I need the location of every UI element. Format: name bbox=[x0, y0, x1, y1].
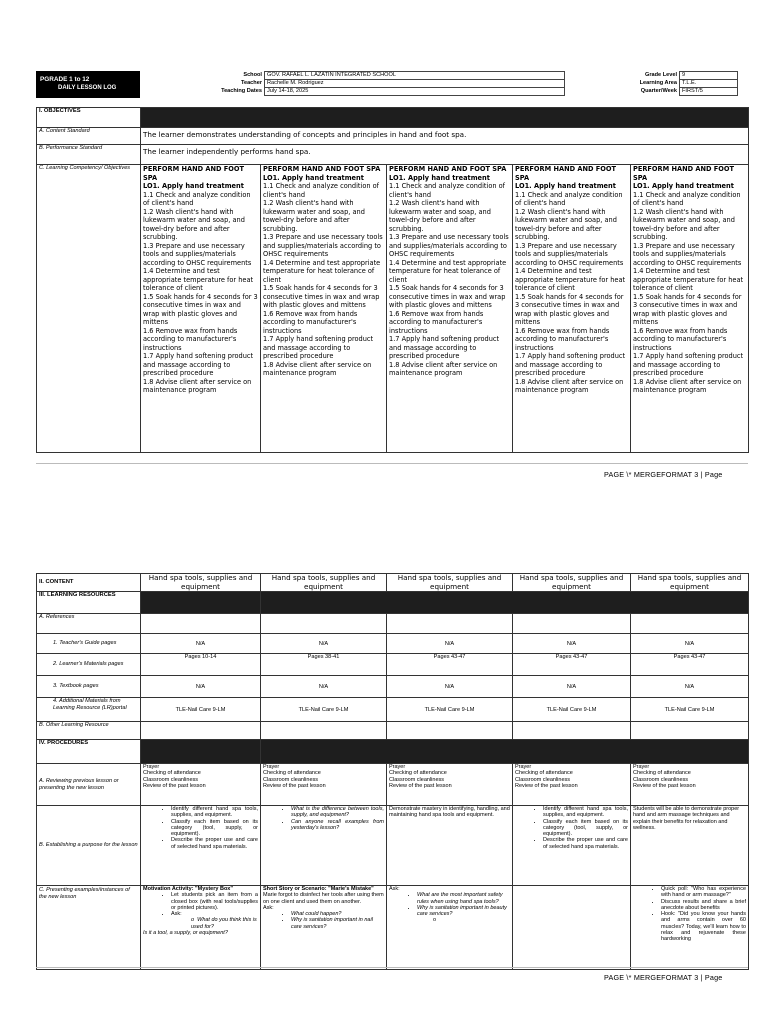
learning-resources-heading: III. LEARNING RESOURCES bbox=[37, 592, 141, 614]
learning-area-value: T.L.E. bbox=[680, 80, 738, 88]
competency-item: 1.4 Determine and test appropriate temperature for heat tolerance of client bbox=[389, 258, 507, 284]
procedures-bar-1 bbox=[141, 740, 261, 764]
review-line: Checking of attendance bbox=[389, 770, 447, 777]
competency-item: 1.8 Advise client after service on maintenance program bbox=[143, 377, 252, 394]
objectives-table bbox=[36, 107, 749, 453]
resources-bar-2 bbox=[261, 592, 749, 614]
page-footer-2: PAGE \* MERGEFORMAT 3 | Page bbox=[604, 973, 723, 982]
competency-label: C. Learning Competency/ Objectives bbox=[37, 165, 141, 453]
presenting-text: Marie forgot to disinfect her tools after using them on one client and used them on another. bbox=[263, 892, 384, 905]
quarter-week-label: Quarter/Week bbox=[640, 87, 677, 94]
review-line: Classroom cleanliness bbox=[263, 776, 319, 783]
teacher-value: Rachelle M. Rodriguez bbox=[265, 80, 565, 88]
competency-item: 1.3 Prepare and use necessary tools and supplies/materials according to OHSC requirements bbox=[633, 241, 742, 267]
learning-area-label: Learning Area bbox=[639, 79, 677, 86]
teachers-guide-day-4: N/A bbox=[513, 634, 631, 654]
competency-item: 1.6 Remove wax from hands according to manufacturer's instructions bbox=[389, 309, 484, 335]
competency-item: 1.3 Prepare and use necessary tools and supplies/materials according to OHSC requirements bbox=[515, 241, 624, 267]
additional-materials-day-3: TLE-Nail Care 9-LM bbox=[387, 698, 513, 722]
competency-lo: LO1. Apply hand treatment bbox=[143, 182, 244, 190]
competency-item: 1.1 Check and analyze condition of client's hand bbox=[515, 190, 623, 207]
review-line: Classroom cleanliness bbox=[633, 776, 689, 783]
resources-bar-1 bbox=[141, 592, 261, 614]
competency-title: PERFORM HAND AND FOOT SPA bbox=[143, 165, 244, 182]
presenting-item: • Let students pick an item from a closed box (with real tools/supplies or printed pictures). bbox=[171, 892, 258, 911]
presenting-day-2 bbox=[261, 886, 387, 970]
competency-item: 1.8 Advise client after service on maintenance program bbox=[389, 360, 498, 377]
competency-lo: LO1. Apply hand treatment bbox=[389, 173, 490, 182]
learners-materials-day-4: Pages 43-47 bbox=[513, 654, 631, 676]
competency-lo: LO1. Apply hand treatment bbox=[515, 182, 616, 190]
objectives-heading: I. OBJECTIVES bbox=[37, 108, 141, 128]
purpose-day-4 bbox=[513, 806, 631, 886]
review-day-1 bbox=[141, 764, 261, 806]
presenting-day-3 bbox=[387, 886, 513, 970]
presenting-subitem-text: What do you think this is used for? bbox=[191, 917, 257, 930]
grade-level-value: 9 bbox=[680, 72, 738, 80]
competency-item: 1.8 Advise client after service on maintenance program bbox=[515, 377, 624, 394]
content-day-2: Hand spa tools, supplies and equipment bbox=[261, 574, 387, 592]
competency-day-1 bbox=[141, 165, 261, 453]
review-day-5 bbox=[631, 764, 749, 806]
competency-day-4 bbox=[513, 165, 631, 453]
teaching-dates-value: July 14-18, 2025 bbox=[265, 88, 565, 96]
page-divider-2 bbox=[36, 967, 748, 968]
teacher-label: Teacher bbox=[240, 79, 262, 86]
presenting-item: • Why is sanitation important in beauty care services? bbox=[417, 905, 510, 918]
school-value: GOV. RAFAEL L. LAZATIN INTEGRATED SCHOOL bbox=[265, 72, 565, 80]
competency-item: 1.1 Check and analyze condition of client's hand bbox=[263, 182, 380, 199]
competency-item: 1.2 Wash client's hand with lukewarm water and soap, and towel-dry before and after scrubbing. bbox=[143, 207, 245, 241]
review-line: Review of the past lesson bbox=[389, 782, 452, 789]
textbook-day-3: N/A bbox=[387, 676, 513, 698]
competency-item: 1.7 Apply hand softening product and massage according to prescribed procedure bbox=[633, 352, 744, 377]
competency-item: 1.4 Determine and test appropriate temperature for heat tolerance of client bbox=[633, 267, 744, 292]
presenting-title: Short Story or Scenario: "Marie's Mistake" bbox=[263, 886, 374, 892]
competency-item: 1.4 Determine and test appropriate temperature for heat tolerance of client bbox=[263, 258, 381, 284]
competency-title: PERFORM HAND AND FOOT SPA bbox=[515, 165, 616, 182]
page-footer: PAGE \* MERGEFORMAT 3 | Page bbox=[604, 470, 723, 479]
review-line: Prayer bbox=[143, 764, 160, 770]
teachers-guide-day-5: N/A bbox=[631, 634, 749, 654]
presenting-tail: Is it a tool, a supply, or equipment? bbox=[143, 930, 228, 937]
presenting-day-1 bbox=[141, 886, 261, 970]
competency-day-5 bbox=[631, 165, 749, 453]
competency-item: 1.2 Wash client's hand with lukewarm water and soap, and towel-dry before and after scrubbing. bbox=[515, 207, 617, 241]
learners-materials-day-2: Pages 38-41 bbox=[261, 654, 387, 676]
review-label: A. Reviewing previous lesson or presenting the new lesson bbox=[37, 764, 141, 806]
review-line: Review of the past lesson bbox=[263, 782, 326, 789]
competency-item: 1.5 Soak hands for 4 seconds for 3 consecutive times in wax and wrap with plastic gloves and mittens bbox=[389, 284, 506, 309]
teachers-guide-label: 1. Teacher's Guide pages bbox=[37, 634, 141, 654]
quarter-week-value: FIRST/5 bbox=[680, 88, 738, 96]
review-line: Prayer bbox=[515, 764, 532, 770]
performance-standard-text: The learner independently performs hand spa. bbox=[141, 145, 749, 165]
presenting-subitem bbox=[143, 917, 258, 930]
purpose-item: • Identify different hand spa tools, supplies, and equipment. bbox=[543, 806, 628, 819]
content-day-5: Hand spa tools, supplies and equipment bbox=[631, 574, 749, 592]
competency-item: 1.7 Apply hand softening product and massage according to prescribed procedure bbox=[263, 335, 374, 360]
presenting-title: Motivation Activity: "Mystery Box" bbox=[143, 886, 233, 892]
school-label: School bbox=[243, 71, 262, 78]
competency-lo: LO1. Apply hand treatment bbox=[633, 182, 734, 190]
purpose-item: • Classify each item based on its category (tool, supply, or equipment). bbox=[543, 819, 628, 838]
additional-materials-day-2: TLE-Nail Care 9-LM bbox=[261, 698, 387, 722]
grade-title: PGRADE 1 to 12 bbox=[40, 76, 90, 83]
review-line: Checking of attendance bbox=[143, 770, 201, 777]
review-line: Prayer bbox=[263, 764, 280, 770]
teachers-guide-day-1: N/A bbox=[141, 634, 261, 654]
competency-day-2 bbox=[261, 165, 387, 453]
review-day-4 bbox=[513, 764, 631, 806]
review-line: Classroom cleanliness bbox=[515, 776, 571, 783]
presenting-day-4 bbox=[513, 886, 631, 970]
purpose-item: • Describe the proper use and care of selected hand spa materials. bbox=[171, 837, 258, 850]
presenting-ask: Ask: bbox=[389, 886, 400, 892]
performance-standard-label: B. Performance Standard bbox=[37, 145, 141, 165]
competency-item: 1.6 Remove wax from hands according to manufacturer's instructions bbox=[515, 326, 610, 352]
teachers-guide-day-2: N/A bbox=[261, 634, 387, 654]
content-day-1: Hand spa tools, supplies and equipment bbox=[141, 574, 261, 592]
review-day-2 bbox=[261, 764, 387, 806]
purpose-day-5: Students will be able to demonstrate proper hand and arm massage techniques and explain their benefits for relaxation and wellness. bbox=[631, 806, 749, 886]
content-standard-text: The learner demonstrates understanding of concepts and principles in hand and foot spa. bbox=[141, 128, 749, 145]
additional-materials-day-4: TLE-Nail Care 9-LM bbox=[513, 698, 631, 722]
learners-materials-day-1: Pages 10-14 bbox=[141, 654, 261, 676]
review-line: Review of the past lesson bbox=[633, 782, 696, 789]
header-table bbox=[140, 71, 738, 96]
textbook-day-4: N/A bbox=[513, 676, 631, 698]
competency-item: 1.5 Soak hands for 4 seconds for 3 consecutive times in wax and wrap with plastic gloves and mittens bbox=[263, 284, 380, 309]
review-line: Prayer bbox=[633, 764, 650, 770]
purpose-day-2 bbox=[261, 806, 387, 886]
teaching-dates-label: Teaching Dates bbox=[221, 87, 262, 94]
competency-item: 1.7 Apply hand softening product and massage according to prescribed procedure bbox=[515, 352, 626, 377]
presenting-item: • What could happen? bbox=[291, 911, 384, 917]
purpose-label: B. Establishing a purpose for the lesson bbox=[37, 806, 141, 886]
review-line: Checking of attendance bbox=[515, 770, 573, 777]
competency-item: 1.3 Prepare and use necessary tools and supplies/materials according to OHSC requirements bbox=[389, 233, 509, 258]
presenting-item: • Discuss results and share a brief anecdote about benefits bbox=[661, 899, 746, 912]
competency-title: PERFORM HAND AND FOOT SPA bbox=[633, 165, 734, 182]
content-resources-table bbox=[36, 573, 749, 970]
presenting-item: • Quick poll: "Who has experience with hand or arm massage?" bbox=[661, 886, 746, 899]
purpose-item: • Classify each item based on its category (tool, supply, or equipment). bbox=[171, 819, 258, 838]
competency-title: PERFORM HAND AND FOOT SPA bbox=[389, 165, 507, 173]
review-line: Classroom cleanliness bbox=[389, 776, 445, 783]
additional-materials-day-1: TLE-Nail Care 9-LM bbox=[141, 698, 261, 722]
competency-item: 1.2 Wash client's hand with lukewarm water and soap, and towel-dry before and after scrubbing. bbox=[633, 207, 735, 241]
competency-lo: LO1. Apply hand treatment bbox=[263, 173, 364, 182]
competency-item: 1.5 Soak hands for 4 seconds for 3 consecutive times in wax and wrap with plastic gloves and mittens bbox=[143, 292, 258, 326]
content-standard-label: A. Content Standard bbox=[37, 128, 141, 145]
purpose-item: • What is the difference between tools, supply, and equipment? bbox=[291, 806, 384, 819]
review-line: Classroom cleanliness bbox=[143, 776, 199, 783]
learners-materials-label: 2. Learner's Materials pages bbox=[37, 654, 141, 676]
competency-item: 1.1 Check and analyze condition of client's hand bbox=[633, 190, 741, 207]
learners-materials-day-3: Pages 43-47 bbox=[387, 654, 513, 676]
purpose-day-1 bbox=[141, 806, 261, 886]
objectives-header-bar bbox=[141, 108, 749, 128]
presenting-tail: o bbox=[433, 917, 437, 924]
competency-item: 1.4 Determine and test appropriate temperature for heat tolerance of client bbox=[515, 267, 626, 292]
grade-title-box bbox=[36, 71, 140, 98]
presenting-item: • What are the most important safety rules when using hand spa tools? bbox=[417, 892, 510, 905]
competency-item: 1.1 Check and analyze condition of client's hand bbox=[143, 190, 251, 207]
learners-materials-day-5: Pages 43-47 bbox=[631, 654, 749, 676]
review-day-3 bbox=[387, 764, 513, 806]
additional-materials-day-5: TLE-Nail Care 9-LM bbox=[631, 698, 749, 722]
grade-level-label: Grade Level bbox=[644, 71, 677, 78]
teachers-guide-day-3: N/A bbox=[387, 634, 513, 654]
competency-item: 1.4 Determine and test appropriate temperature for heat tolerance of client bbox=[143, 267, 254, 292]
presenting-item: • Hook: "Did you know your hands and arms contain over 60 muscles? Today, we'll learn how to relax and rejuvenate these hardworking bbox=[661, 911, 746, 942]
content-day-4: Hand spa tools, supplies and equipment bbox=[513, 574, 631, 592]
other-resource-label: B. Other Learning Resource bbox=[37, 722, 141, 740]
competency-item: 1.8 Advise client after service on maintenance program bbox=[263, 360, 372, 377]
presenting-day-5 bbox=[631, 886, 749, 970]
textbook-label: 3. Textbook pages bbox=[37, 676, 141, 698]
competency-title: PERFORM HAND AND FOOT SPA bbox=[263, 165, 381, 173]
review-line: Review of the past lesson bbox=[515, 782, 578, 789]
procedures-bar-2 bbox=[261, 740, 749, 764]
competency-item: 1.5 Soak hands for 4 seconds for 3 consecutive times in wax and wrap with plastic gloves and mittens bbox=[515, 292, 624, 326]
review-line: Prayer bbox=[389, 764, 406, 770]
textbook-day-1: N/A bbox=[141, 676, 261, 698]
purpose-item: • Can anyone recall examples from yesterday's lesson? bbox=[291, 819, 384, 832]
competency-item: 1.2 Wash client's hand with lukewarm water and soap, and towel-dry before and after scrubbing. bbox=[389, 199, 491, 233]
purpose-item: • Identify different hand spa tools, supplies, and equipment. bbox=[171, 806, 258, 819]
sub-bullet-icon: o bbox=[191, 917, 198, 924]
review-line: Review of the past lesson bbox=[143, 782, 206, 789]
competency-day-3 bbox=[387, 165, 513, 453]
presenting-item: • Ask: bbox=[171, 911, 258, 917]
competency-item: 1.6 Remove wax from hands according to manufacturer's instructions bbox=[263, 309, 358, 335]
competency-item: 1.6 Remove wax from hands according to manufacturer's instructions bbox=[143, 326, 238, 352]
content-heading: II. CONTENT bbox=[37, 574, 141, 592]
content-day-3: Hand spa tools, supplies and equipment bbox=[387, 574, 513, 592]
competency-item: 1.8 Advise client after service on maintenance program bbox=[633, 377, 742, 394]
textbook-day-2: N/A bbox=[261, 676, 387, 698]
textbook-day-5: N/A bbox=[631, 676, 749, 698]
additional-materials-label: 4. Additional Materials from Learning Resource (LR)portal bbox=[37, 698, 141, 722]
competency-item: 1.5 Soak hands for 4 seconds for 3 consecutive times in wax and wrap with plastic gloves and mittens bbox=[633, 292, 742, 326]
competency-item: 1.1 Check and analyze condition of client's hand bbox=[389, 182, 506, 199]
purpose-day-3: Demonstrate mastery in identifying, handling, and maintaining hand spa tools and equipment. bbox=[387, 806, 513, 886]
procedures-heading: IV. PROCEDURES bbox=[37, 740, 141, 764]
page-divider bbox=[36, 463, 748, 464]
competency-item: 1.2 Wash client's hand with lukewarm water and soap, and towel-dry before and after scrubbing. bbox=[263, 199, 365, 233]
purpose-item: • Describe the proper use and care of selected hand spa materials. bbox=[543, 837, 628, 850]
dll-title: DAILY LESSON LOG bbox=[58, 85, 117, 91]
competency-item: 1.3 Prepare and use necessary tools and supplies/materials according to OHSC requirements bbox=[143, 241, 252, 267]
competency-item: 1.6 Remove wax from hands according to manufacturer's instructions bbox=[633, 326, 728, 352]
presenting-label: C. Presenting examples/instances of the new lesson bbox=[37, 886, 141, 970]
review-line: Checking of attendance bbox=[263, 770, 321, 777]
references-label: A. References bbox=[37, 614, 141, 634]
competency-item: 1.3 Prepare and use necessary tools and supplies/materials according to OHSC requirements bbox=[263, 233, 383, 258]
presenting-item: • Why is sanitation important in nail care services? bbox=[291, 917, 384, 930]
presenting-ask: Ask: bbox=[263, 904, 274, 911]
competency-item: 1.7 Apply hand softening product and massage according to prescribed procedure bbox=[389, 335, 500, 360]
competency-item: 1.7 Apply hand softening product and massage according to prescribed procedure bbox=[143, 352, 254, 377]
review-line: Checking of attendance bbox=[633, 770, 691, 777]
